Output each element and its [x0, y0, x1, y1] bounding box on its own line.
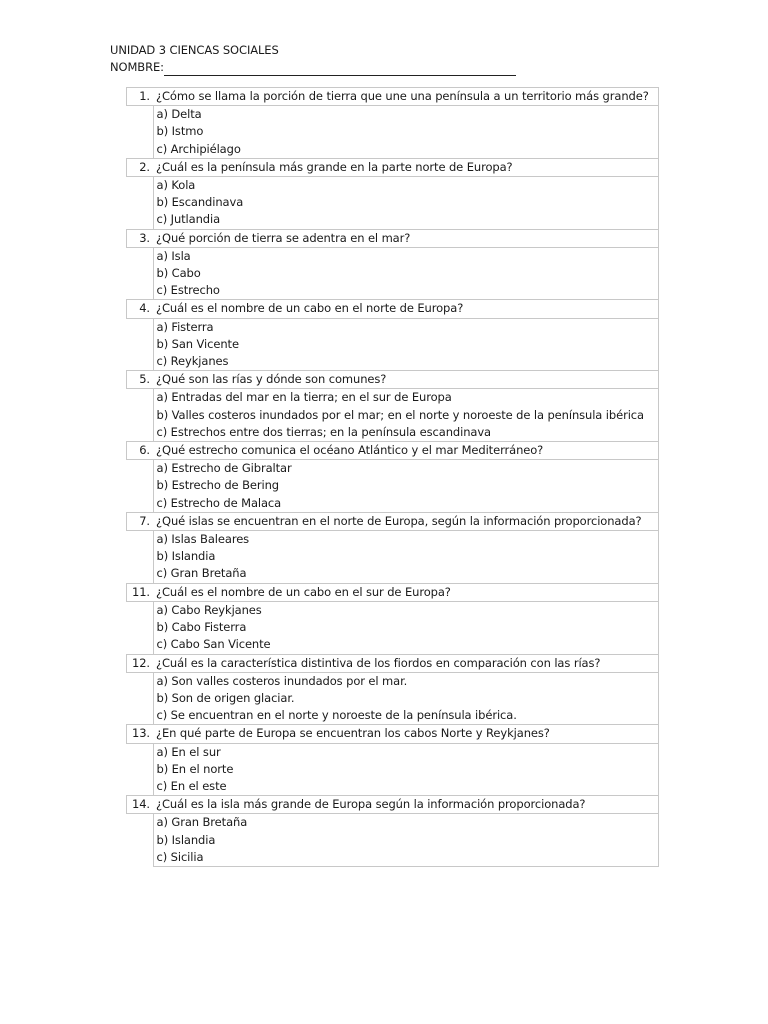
question-row [127, 88, 659, 106]
answer-option[interactable]: c) En el este [156, 778, 227, 793]
answer-indent [127, 531, 154, 584]
answer-option[interactable]: a) Isla [156, 248, 191, 263]
answer-row [127, 247, 659, 300]
question-text: ¿Qué estrecho comunica el océano Atlántico y el mar Mediterráneo? [153, 442, 659, 460]
question-number: 6. [127, 442, 154, 460]
question-number: 5. [127, 371, 154, 389]
question-number: 3. [127, 229, 154, 247]
answer-options [153, 814, 659, 867]
name-label: NOMBRE: [110, 60, 164, 74]
question-number: 14. [127, 796, 154, 814]
answer-option[interactable]: a) Delta [156, 107, 202, 122]
answer-row [127, 743, 659, 796]
question-row [127, 300, 659, 318]
answer-option[interactable]: a) Islas Baleares [156, 532, 250, 547]
question-number: 12. [127, 654, 154, 672]
answer-option[interactable]: b) Escandinava [156, 195, 244, 210]
name-line [110, 59, 516, 76]
answer-indent [127, 743, 154, 796]
question-number: 13. [127, 725, 154, 743]
question-text: ¿Qué islas se encuentran en el norte de Europa, según la información proporcionada? [153, 512, 659, 530]
answer-indent [127, 601, 154, 654]
answer-options [153, 318, 659, 371]
answer-indent [127, 177, 154, 230]
question-row [127, 371, 659, 389]
answer-option[interactable]: b) Cabo [156, 266, 201, 281]
answer-option[interactable]: b) Son de origen glaciar. [156, 690, 295, 705]
answer-indent [127, 672, 154, 725]
question-row [127, 512, 659, 530]
answer-row [127, 389, 659, 442]
question-text: ¿Cuál es la isla más grande de Europa según la información proporcionada? [153, 796, 659, 814]
answer-option[interactable]: c) Reykjanes [156, 354, 229, 369]
answer-option[interactable]: c) Estrecho de Malaca [156, 495, 282, 510]
answer-row [127, 177, 659, 230]
answer-option[interactable]: a) Estrecho de Gibraltar [156, 461, 292, 476]
answer-row [127, 460, 659, 513]
answer-row [127, 814, 659, 867]
answer-options [153, 601, 659, 654]
answer-indent [127, 318, 154, 371]
question-row [127, 796, 659, 814]
answer-row [127, 601, 659, 654]
answer-options [153, 743, 659, 796]
question-text: ¿Qué porción de tierra se adentra en el mar? [153, 229, 659, 247]
answer-options [153, 531, 659, 584]
answer-indent [127, 389, 154, 442]
quiz-body [127, 88, 659, 867]
answer-indent [127, 247, 154, 300]
answer-option[interactable]: b) San Vicente [156, 336, 239, 351]
answer-row [127, 672, 659, 725]
answer-option[interactable]: b) Islandia [156, 832, 216, 847]
answer-options [153, 106, 659, 159]
question-row [127, 654, 659, 672]
answer-option[interactable]: b) Estrecho de Bering [156, 478, 279, 493]
answer-row [127, 531, 659, 584]
question-text: ¿Cuál es el nombre de un cabo en el sur de Europa? [153, 583, 659, 601]
answer-options [153, 247, 659, 300]
question-row [127, 583, 659, 601]
question-number: 11. [127, 583, 154, 601]
question-row [127, 442, 659, 460]
question-text: ¿Qué son las rías y dónde son comunes? [153, 371, 659, 389]
question-number: 4. [127, 300, 154, 318]
answer-option[interactable]: a) Kola [156, 178, 196, 193]
answer-option[interactable]: c) Estrecho [156, 283, 220, 298]
question-row [127, 229, 659, 247]
answer-options [153, 460, 659, 513]
answer-row [127, 106, 659, 159]
answer-option[interactable]: c) Estrechos entre dos tierras; en la península escandinava [156, 424, 491, 439]
question-text: ¿Cuál es la característica distintiva de los fiordos en comparación con las rías? [153, 654, 659, 672]
answer-indent [127, 106, 154, 159]
answer-option[interactable]: a) Gran Bretaña [156, 815, 248, 830]
answer-indent [127, 814, 154, 867]
answer-option[interactable]: b) Cabo Fisterra [156, 620, 247, 635]
answer-row [127, 318, 659, 371]
answer-option[interactable]: c) Archipiélago [156, 141, 241, 156]
question-number: 7. [127, 512, 154, 530]
question-text: ¿Cómo se llama la porción de tierra que une una península a un territorio más grande? [153, 88, 659, 106]
answer-option[interactable]: a) En el sur [156, 744, 221, 759]
answer-option[interactable]: a) Cabo Reykjanes [156, 602, 262, 617]
name-blank-line[interactable] [164, 62, 516, 76]
answer-options [153, 672, 659, 725]
question-number: 1. [127, 88, 154, 106]
answer-option[interactable]: c) Cabo San Vicente [156, 637, 271, 652]
answer-option[interactable]: a) Fisterra [156, 319, 214, 334]
answer-option[interactable]: b) Istmo [156, 124, 204, 139]
question-text: ¿En qué parte de Europa se encuentran los cabos Norte y Reykjanes? [153, 725, 659, 743]
answer-options [153, 177, 659, 230]
answer-option[interactable]: b) Valles costeros inundados por el mar; en el norte y noroeste de la península ibérica [156, 407, 644, 422]
question-row [127, 158, 659, 176]
answer-options [153, 389, 659, 442]
answer-option[interactable]: b) Islandia [156, 549, 216, 564]
answer-option[interactable]: c) Sicilia [156, 849, 204, 864]
question-row [127, 725, 659, 743]
quiz-table [126, 87, 659, 867]
question-text: ¿Cuál es la península más grande en la parte norte de Europa? [153, 158, 659, 176]
answer-option[interactable]: a) Son valles costeros inundados por el mar. [156, 673, 408, 688]
answer-option[interactable]: c) Jutlandia [156, 212, 221, 227]
document-header [110, 42, 516, 76]
answer-option[interactable]: b) En el norte [156, 761, 234, 776]
question-number: 2. [127, 158, 154, 176]
document-title: UNIDAD 3 CIENCAS SOCIALES [110, 43, 279, 57]
answer-indent [127, 460, 154, 513]
answer-option[interactable]: c) Se encuentran en el norte y noroeste de la península ibérica. [156, 708, 517, 723]
question-text: ¿Cuál es el nombre de un cabo en el norte de Europa? [153, 300, 659, 318]
answer-option[interactable]: a) Entradas del mar en la tierra; en el sur de Europa [156, 390, 452, 405]
answer-option[interactable]: c) Gran Bretaña [156, 566, 247, 581]
